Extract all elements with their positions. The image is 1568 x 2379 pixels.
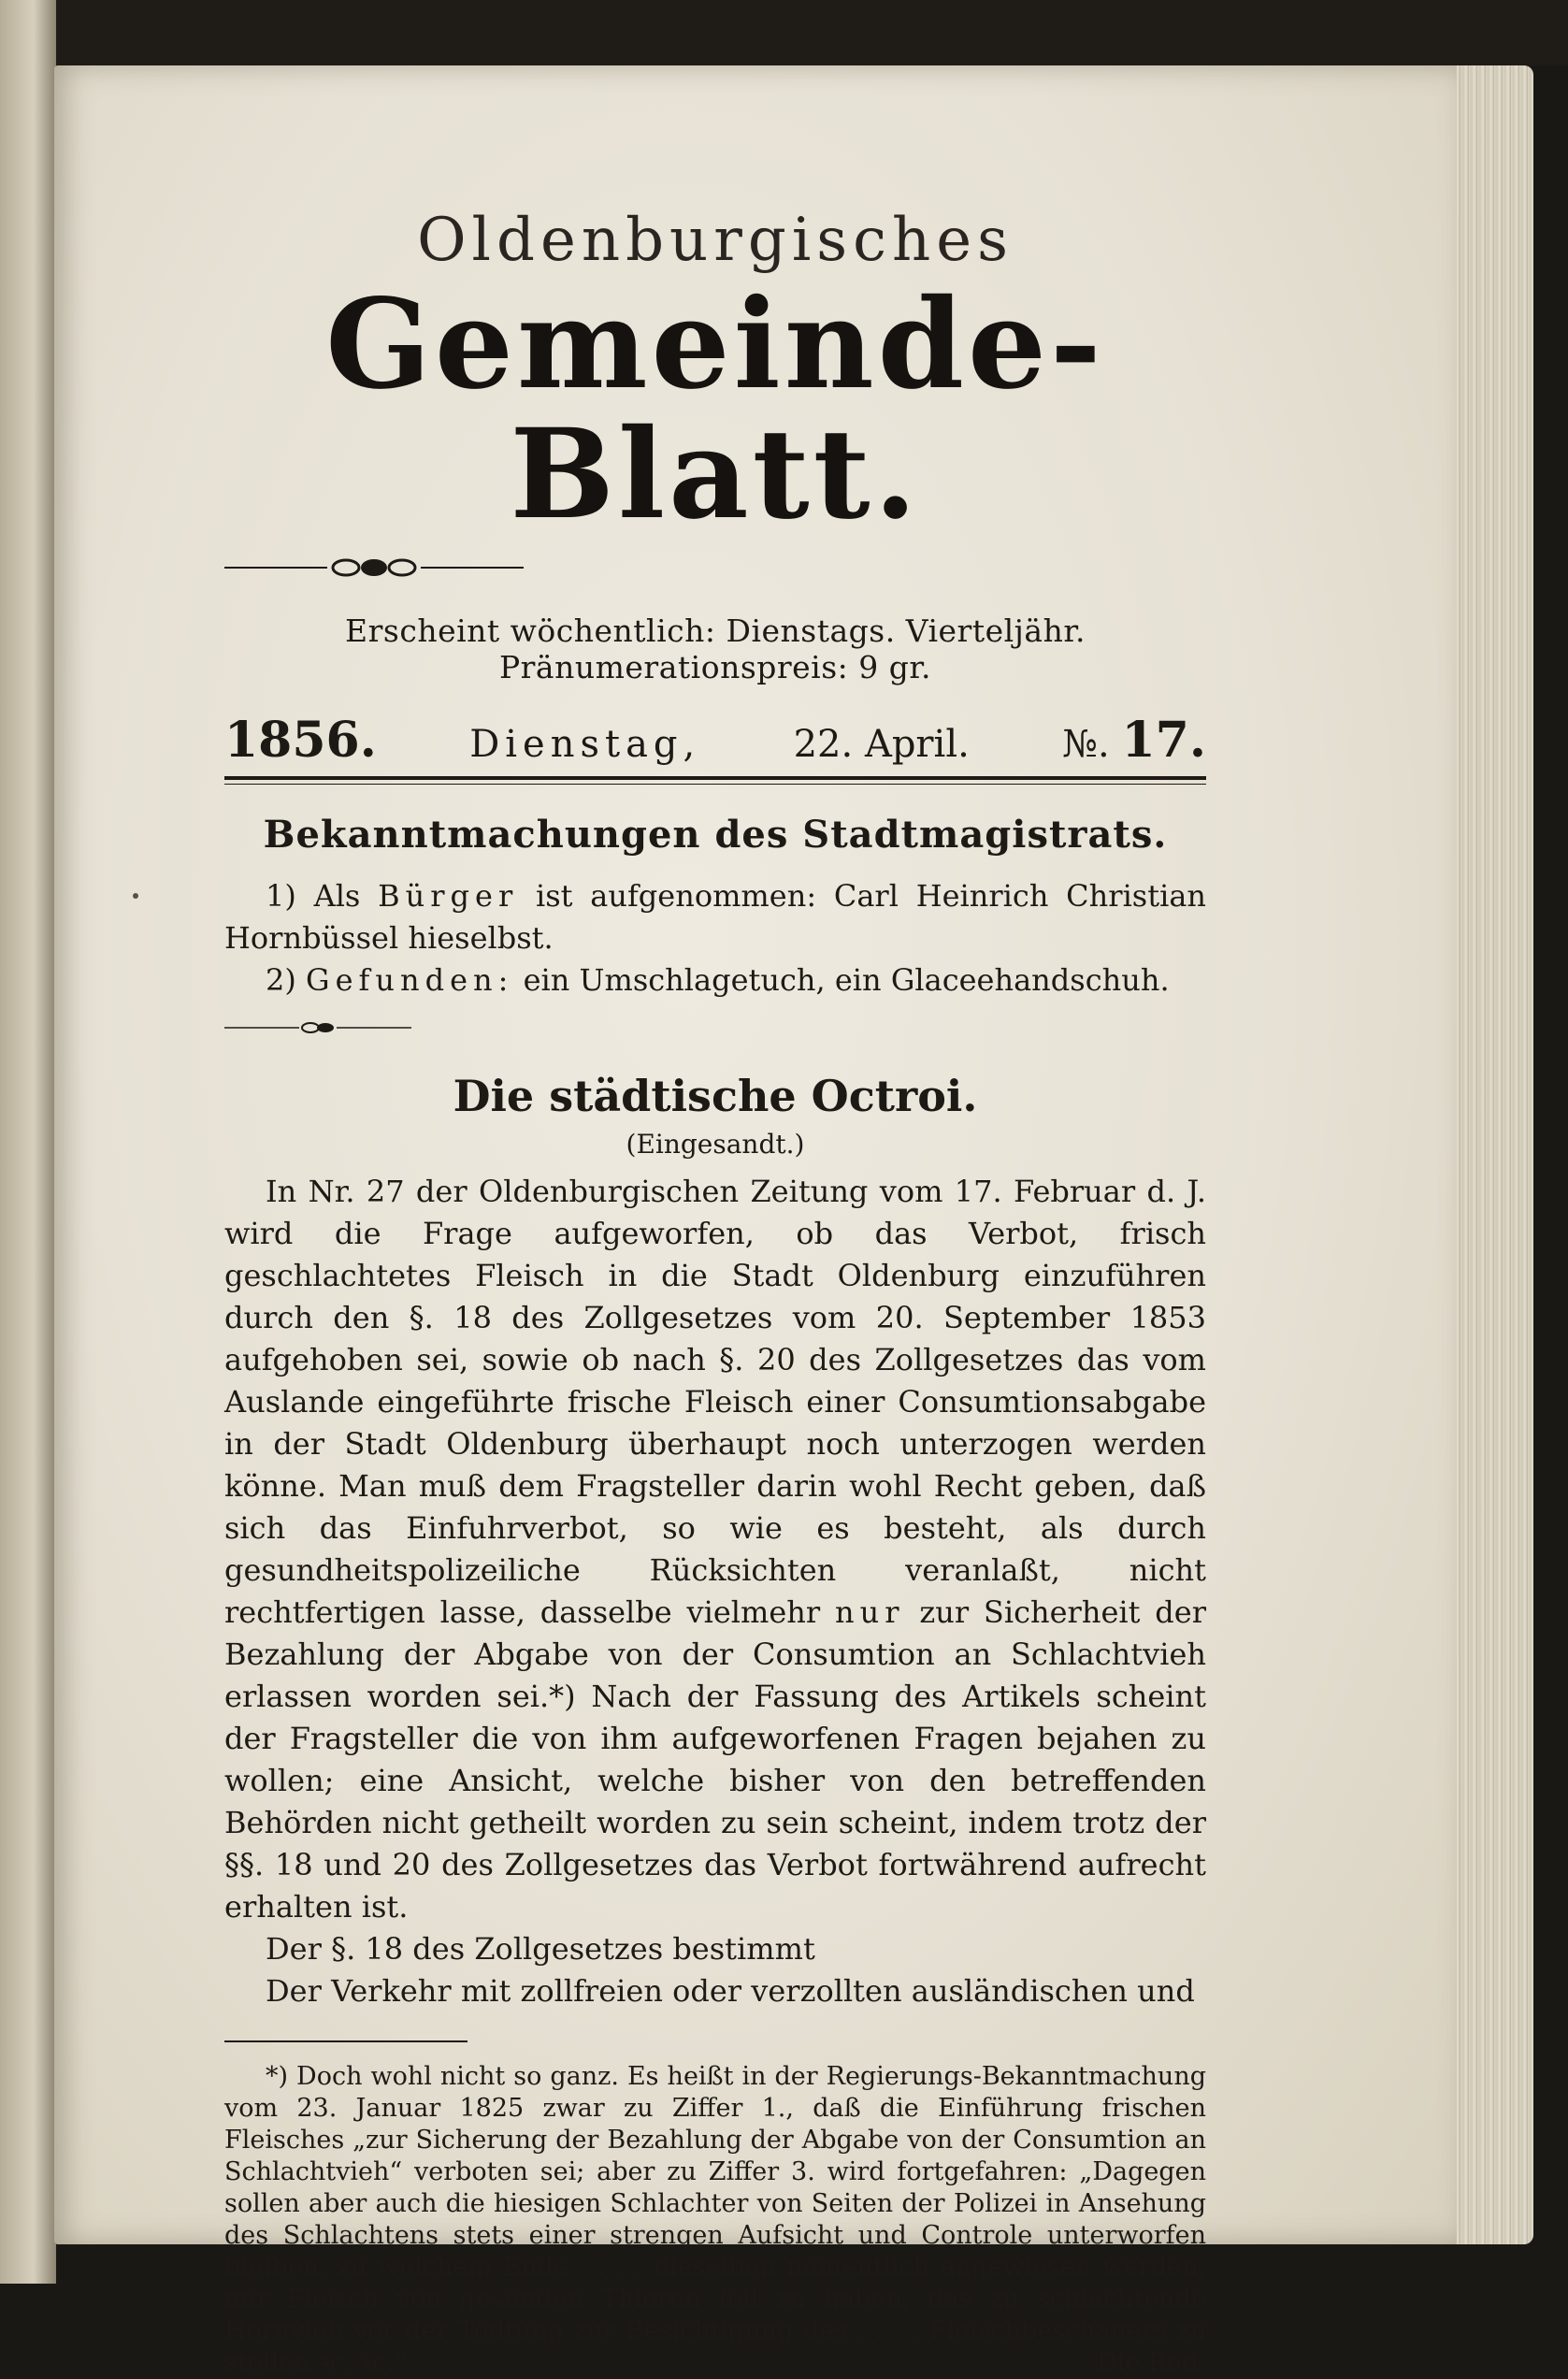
article-byline: (Eingesandt.) [626, 1129, 805, 1161]
page-content [224, 187, 1206, 2379]
book-cover [0, 0, 1568, 65]
paper-fleck [133, 893, 138, 899]
section-heading-announcements: Bekanntmachungen des Stadtmagistrats. [263, 813, 1168, 858]
masthead-title-line2: Gemeinde-Blatt. [325, 272, 1105, 547]
number-sign: №. [1062, 723, 1110, 767]
dateline [224, 712, 1206, 769]
announcement-item-2: 2) Gefunden: ein Umschlagetuch, ein Glaceehandschuh. [266, 962, 1170, 999]
issue-date: 22. April. [793, 723, 970, 767]
article-title: Die städtische Octroi. [453, 1071, 978, 1122]
header-rule [224, 776, 1206, 785]
issue-weekday: Dienstag, [469, 723, 701, 767]
facing-page-edge [0, 0, 56, 2284]
announcement-item-1: 1) Als Bürger ist aufgenommen: Carl Heinrich Christian Hornbüssel hieselbst. [224, 878, 1207, 957]
issue-number: 17. [1121, 712, 1206, 770]
masthead-subtitle: Erscheint wöchentlich: Dienstags. Vierteljähr. Pränumerationspreis: 9 gr. [345, 613, 1086, 686]
footnote: *) Doch wohl nicht so ganz. Es heißt in der Regierungs-Bekanntmachung vom 23. Januar 1825 zwar zu Ziffer 1., daß die Einführung frischen Fleisches „zur Sicherung der Bezahlung der Abgabe von der Consumtion an Schlachtvieh“ verboten sei; aber zu Ziffer 3. wird fortgefahren: „Dagegen sollen aber auch die hiesigen Schlachter von Seiten der Polizei in Ansehung des Schlachtens stets einer strengen Aufsicht und Controle unterworfen bleiben, zu welchem Ende . . . . dieselben namentlich angewiesen werden, nur Fleisch von gesunden Thieren feil zu haben, das zu schlachtende Hornvieh vor der Tödtung zur Besichtigung des . . . . Fleischbeschauers zu stellen ꝛc. ꝛc.“ Die Red. [224, 2062, 1206, 2378]
footnote-signature: Die Red. [1096, 2348, 1206, 2378]
article-paragraph-2: Der §. 18 des Zollgesetzes bestimmt [266, 1931, 815, 1968]
article-paragraph-1: In Nr. 27 der Oldenburgischen Zeitung vom 17. Februar d. J. wird die Frage aufgeworfen, ob das Verbot, frisch geschlachtetes Fleisch in die Stadt Oldenburg einzuführen durch den §. 18 des Zollgesetzes vom 20. September 1853 aufgehoben sei, sowie ob nach §. 20 des Zollgesetzes das vom Auslande eingeführte frische Fleisch einer Consumtionsabgabe in der Stadt Oldenburg überhaupt noch unterzogen werden könne. Man muß dem Fragsteller darin wohl Recht geben, daß sich das Einfuhrverbot, so wie es besteht, als durch gesundheitspolizeiliche Rücksichten veranlaßt, nicht rechtfertigen lasse, dasselbe vielmehr nur zur Sicherheit der Bezahlung der Abgabe von der Consumtion an Schlachtvieh erlassen worden sei.*) Nach der Fassung des Artikels scheint der Fragsteller die von ihm aufgeworfenen Fragen bejahen zu wollen; eine Ansicht, welche bisher von den betreffenden Behörden nicht getheilt worden zu sein scheint, indem trotz der §§. 18 und 20 des Zollgesetzes das Verbot fortwährend aufrecht erhalten ist. [224, 1174, 1207, 1925]
issue-year: 1856. [224, 712, 377, 770]
article-paragraph-3: Der Verkehr mit zollfreien oder verzollten ausländischen und [266, 1973, 1195, 2010]
masthead-ornament [224, 556, 524, 579]
section-divider-ornament [224, 1020, 411, 1035]
masthead-title-line1: Oldenburgisches [417, 206, 1014, 275]
footnote-rule [224, 2040, 468, 2042]
